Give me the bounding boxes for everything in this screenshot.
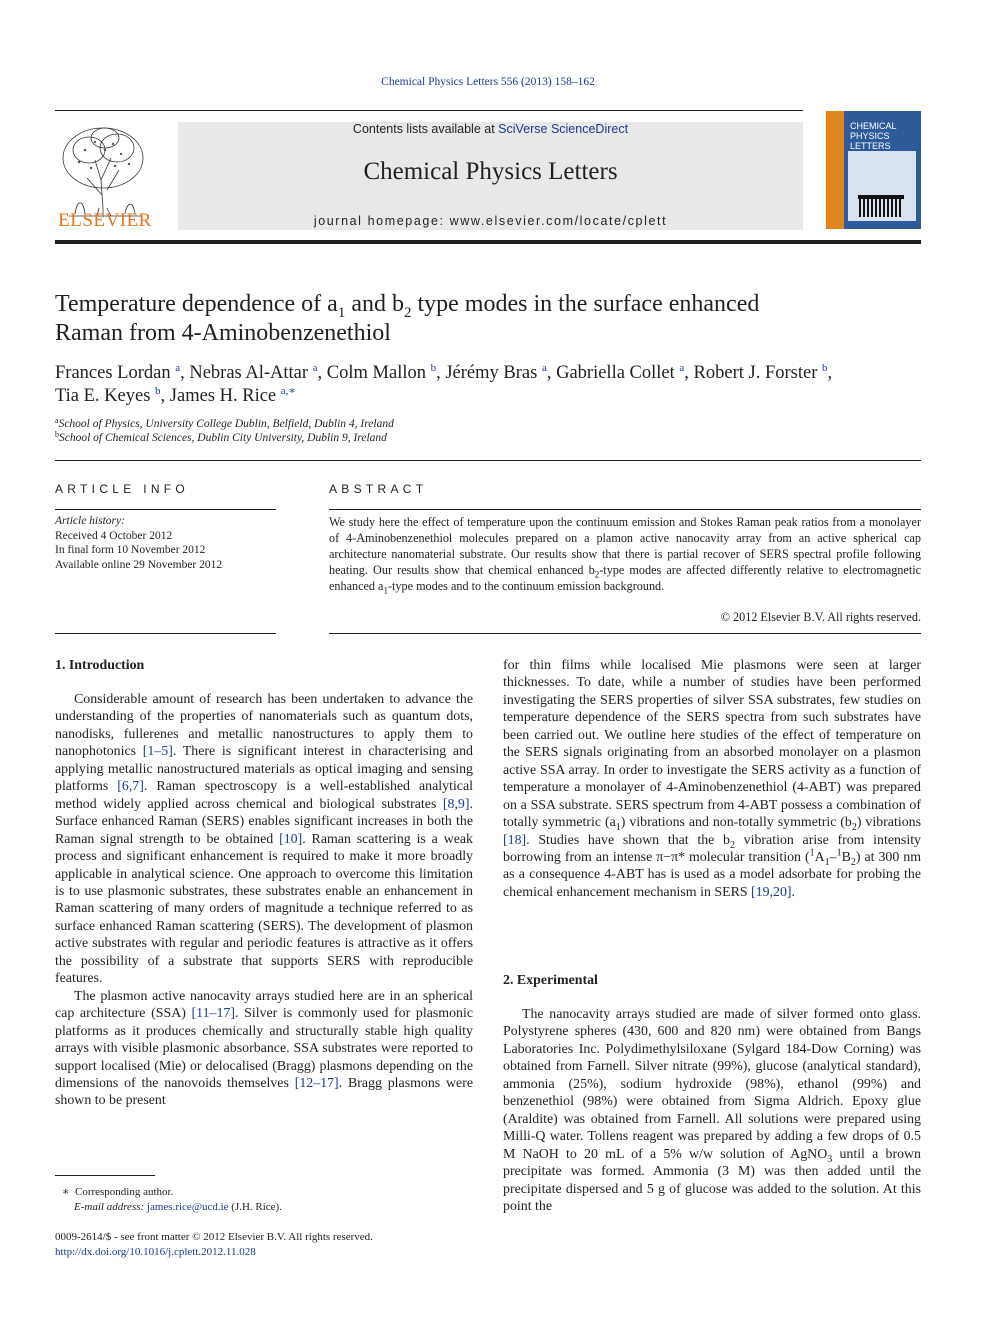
author[interactable] <box>694 363 828 383</box>
superscript: 1 <box>836 847 842 859</box>
text: . Silver is commonly used for plasmonic platforms as it produces chemically and structurally stable high quality arrays with visible plasmonic absorbance. SSA substrates were reported to support localised (Mie) or delocalised (Bragg) plasmons depending on the dimensions of the nanovoids themselves <box>55 1006 473 1091</box>
publisher-name: ELSEVIER <box>58 210 152 231</box>
divider <box>55 460 921 461</box>
subscript: 2 <box>729 839 735 851</box>
text: Considerable amount of research has been undertaken to advance the understanding of the properties of nanomaterials such as quantum dots, nanodisks, fullerenes and metallic nanostructures to apply them to nanophotonics <box>55 692 473 760</box>
journal-banner <box>178 122 803 230</box>
reference-link[interactable]: [10] <box>279 831 303 847</box>
author-name: Robert J. Forster <box>693 363 818 383</box>
affiliation <box>55 417 921 431</box>
affiliation-mark[interactable]: b <box>822 362 828 374</box>
cover-line: CHEMICAL <box>850 121 897 131</box>
cover-title <box>850 121 920 151</box>
history-label: Article history: <box>55 515 125 527</box>
affiliation-mark[interactable]: b <box>430 362 437 374</box>
title-subscript: 1 <box>337 304 346 321</box>
affiliation-mark[interactable]: a,∗ <box>280 385 296 397</box>
article-info-heading: ARTICLE INFO <box>55 482 190 496</box>
author[interactable] <box>55 363 180 383</box>
footnote-rule <box>55 1175 155 1176</box>
superscript: 1 <box>809 847 815 859</box>
abstract-text: -type modes are affected differently relative to electromagnetic enhanced a <box>329 563 922 593</box>
title-text: Raman from 4-Aminobenzenethiol <box>55 320 391 346</box>
affiliation-mark[interactable]: b <box>155 385 161 397</box>
final-form-date: In final form 10 November 2012 <box>55 544 206 556</box>
text: ) at 300 nm as a consequence 4-ABT has is used as a model adsorbate for probing the chemical enhancement mechanism in SERS <box>503 849 921 900</box>
introduction-continued <box>503 657 921 901</box>
title-subscript: 2 <box>403 304 412 321</box>
text: . Raman scattering is a weak process and significant enhancement is required to make it more broadly applicable in analytical science. One approach to overcome this limitation is to use plasmonic substrates, these substrates enable an enhancement in Raman scattering of many orders of magnitude a technique referred to as surface enhanced Raman scattering (SERS). The development of plasmon active substrates with regular and periodic features is attractive as it offers the possibility of a substrate that supports SERS with reproducible features. <box>55 831 473 987</box>
author-name: Colm Mallon <box>326 363 426 383</box>
title-text: and b <box>345 291 404 317</box>
text: ) vibrations <box>856 815 921 831</box>
affiliation-text: School of Physics, University College Dublin, Belfield, Dublin 4, Ireland <box>58 418 394 430</box>
subscript: 3 <box>827 1153 833 1165</box>
text: . Studies have shown that the b <box>526 832 730 848</box>
affiliation-mark: b <box>55 430 59 439</box>
homepage-link[interactable]: www.elsevier.com/locate/cplett <box>449 214 668 228</box>
journal-cover <box>826 111 921 229</box>
paragraph <box>55 691 473 988</box>
journal-citation: Chemical Physics Letters 556 (2013) 158–162 <box>381 76 595 88</box>
email-link[interactable]: james.rice@ucd.ie <box>146 1200 229 1213</box>
paragraph <box>503 1006 921 1215</box>
subscript: 2 <box>594 569 600 580</box>
copyright-notice: © 2012 Elsevier B.V. All rights reserved. <box>720 610 921 624</box>
author[interactable] <box>327 363 436 383</box>
experimental-heading: 2. Experimental <box>503 973 598 988</box>
reference-link[interactable]: [12–17] <box>294 1075 339 1091</box>
affiliation-mark: a <box>55 416 59 425</box>
author-name: Gabriella Collet <box>556 363 675 383</box>
text: . Bragg plasmons were shown to be present <box>55 1075 473 1109</box>
abstract-body <box>329 514 921 594</box>
author[interactable] <box>55 386 161 406</box>
subscript: 2 <box>851 821 857 833</box>
sciencedirect-link[interactable]: SciVerse ScienceDirect <box>498 122 629 136</box>
reference-link[interactable]: [8,9] <box>442 796 470 812</box>
reference-link[interactable]: [19,20] <box>751 884 792 900</box>
author[interactable] <box>445 363 546 383</box>
text: – <box>829 849 837 865</box>
cover-line: LETTERS <box>850 141 891 151</box>
contents-availability <box>178 122 803 136</box>
reference-link[interactable]: [11–17] <box>191 1006 235 1022</box>
text: A <box>814 849 825 865</box>
text: . Raman spectroscopy is a well-established analytical method widely applied across chemical and biological substrates <box>55 779 473 812</box>
header-rule <box>55 110 803 111</box>
doi-link[interactable]: http://dx.doi.org/10.1016/j.cplett.2012.11.028 <box>55 1245 256 1258</box>
author[interactable] <box>189 363 317 383</box>
text: ) vibrations and non-totally symmetric (b <box>620 815 852 831</box>
author[interactable] <box>556 363 684 383</box>
text: vibration arise from intensity borrowing from an intense π−π* molecular transition ( <box>503 832 922 865</box>
affiliation-mark[interactable]: a <box>679 362 685 374</box>
homepage-prefix: journal homepage: <box>313 214 450 228</box>
reference-link[interactable]: [6,7] <box>117 779 144 795</box>
text: B <box>841 849 851 865</box>
abstract-heading: ABSTRACT <box>329 482 428 496</box>
author-name: Nebras Al-Attar <box>189 363 309 383</box>
author-list: Frances Lordan $^a$, Nebras Al-Attar $^a$, Colm Mallon $^b$, Jérémy Bras $^a$, Gabriella Collet $^a$, Robert J. Forster $^b$, Tia E. Keyes $^b$, James H. Rice $^{a,∗}$ <box>55 362 833 406</box>
experimental-body <box>503 1006 921 1215</box>
affiliation-text: School of Chemical Sciences, Dublin City University, Dublin 9, Ireland <box>59 432 387 444</box>
reference-link[interactable]: [1–5] <box>142 744 173 760</box>
author-name: James H. Rice <box>169 386 277 406</box>
journal-title: Chemical Physics Letters <box>363 158 618 185</box>
online-date: Available online 29 November 2012 <box>55 558 223 571</box>
affiliation <box>55 431 921 445</box>
introduction-heading: 1. Introduction <box>55 658 145 673</box>
abstract-text: We study here the effect of temperature upon the continuum emission and Stokes Raman peak ratios from a monolayer of 4-Aminobenzenethiol molecules prepared on a plamon active nanocavity array from an active spherical cap architecture nanomaterial substrate. Our results show that there is partial recover of SERS spectral profile following heating. Our results show that chemical enhanced b <box>329 515 921 577</box>
divider <box>55 633 276 634</box>
subscript: 1 <box>615 821 621 833</box>
affiliation-mark[interactable]: a <box>312 362 318 374</box>
author-name: Tia E. Keyes <box>55 386 151 406</box>
affiliation-mark[interactable]: a <box>175 362 181 374</box>
introduction-body <box>55 691 473 1110</box>
author[interactable] <box>170 386 296 406</box>
corresponding-line: ∗ Corresponding author. <box>62 1186 174 1198</box>
text: until a brown precipitate was formed. Ammonia (3 M) was then added until the precipitate dispersed and 5 g of glucose was added to the solution. At this point the <box>503 1146 922 1214</box>
email-line <box>62 1200 473 1215</box>
title-text: Temperature dependence of a <box>55 291 338 317</box>
masthead-rule <box>55 240 921 244</box>
divider <box>55 509 276 510</box>
subscript: 1 <box>824 856 830 868</box>
subscript: 1 <box>383 585 388 596</box>
affiliation-mark[interactable]: a <box>541 362 547 374</box>
text: . Surface enhanced Raman (SERS) enables significant increases in both the Raman signal strength to be obtained <box>55 796 473 847</box>
text: . <box>791 884 796 900</box>
abstract-text: -type modes and to the continuum emission background. <box>387 579 665 593</box>
article-title <box>55 290 921 348</box>
received-date: Received 4 October 2012 <box>55 529 173 542</box>
text: for thin films while localised Mie plasmons were seen at larger thicknesses. To date, while a number of studies have been performed investigating the SERS properties of silver SSA substrates, few studies on temperature dependence of the SERS spectra from such substrates have been carried out. We outline here studies of the effect of temperature on the SERS signals originating from an absorbed monolayer on a plasmon active SSA array. In order to investigate the SERS activity as a function of temperature a monolayer of 4-Aminobenzenethiol (4-ABT) was prepared on a SSA substrate. SERS spectrum from 4-ABT possess a combination of totally symmetric (a <box>503 658 921 831</box>
front-matter-note <box>55 1230 485 1259</box>
author-name: Jérémy Bras <box>445 363 538 383</box>
journal-homepage <box>178 214 803 228</box>
divider <box>329 633 921 634</box>
cover-line: PHYSICS <box>850 131 890 141</box>
paragraph <box>503 657 921 901</box>
article-history <box>55 514 276 572</box>
corresponding-text: Corresponding author. <box>74 1186 174 1198</box>
text: The plasmon active nanocavity arrays studied here are in an spherical cap architecture (SSA) <box>55 988 473 1022</box>
reference-link[interactable]: [18] <box>503 832 527 848</box>
contents-prefix: Contents lists available at <box>352 122 499 136</box>
email-label: E-mail address: <box>74 1200 147 1213</box>
email-name: (J.H. Rice). <box>228 1200 282 1213</box>
text: . There is significant interest in characterising and applying metallic nanostructured materials as optical imaging and sensing platforms <box>55 744 473 795</box>
title-text: type modes in the surface enhanced <box>411 291 760 317</box>
issn-line: 0009-2614/$ - see front matter © 2012 Elsevier B.V. All rights reserved. <box>55 1231 373 1243</box>
divider <box>329 509 921 510</box>
corresponding-author-note <box>62 1185 473 1214</box>
subscript: 2 <box>850 856 856 868</box>
paragraph <box>55 988 473 1110</box>
text: The nanocavity arrays studied are made of silver formed onto glass. Polystyrene spheres (430, 600 and 820 nm) were obtained from Bangs Laboratories Inc. Polydimethylsiloxane (Sylgard 184-Dow Corning) was obtained from Farnell. Silver nitrate (99%), glucose (analytical standard), ammonia (25%), sodium hydroxide (98%), ethanol (99%) and benzenethiol (98%) were obtained from Sigma Aldrich. Epoxy glue (Araldite) was obtained from Farnell. All solutions were prepared using Milli-Q water. Tollens reagent was prepared by adding a few drops of 0.5 M NaOH to 20 mL of a 5% w/w solution of AgNO <box>503 1007 921 1162</box>
author-name: Frances Lordan <box>55 363 171 383</box>
